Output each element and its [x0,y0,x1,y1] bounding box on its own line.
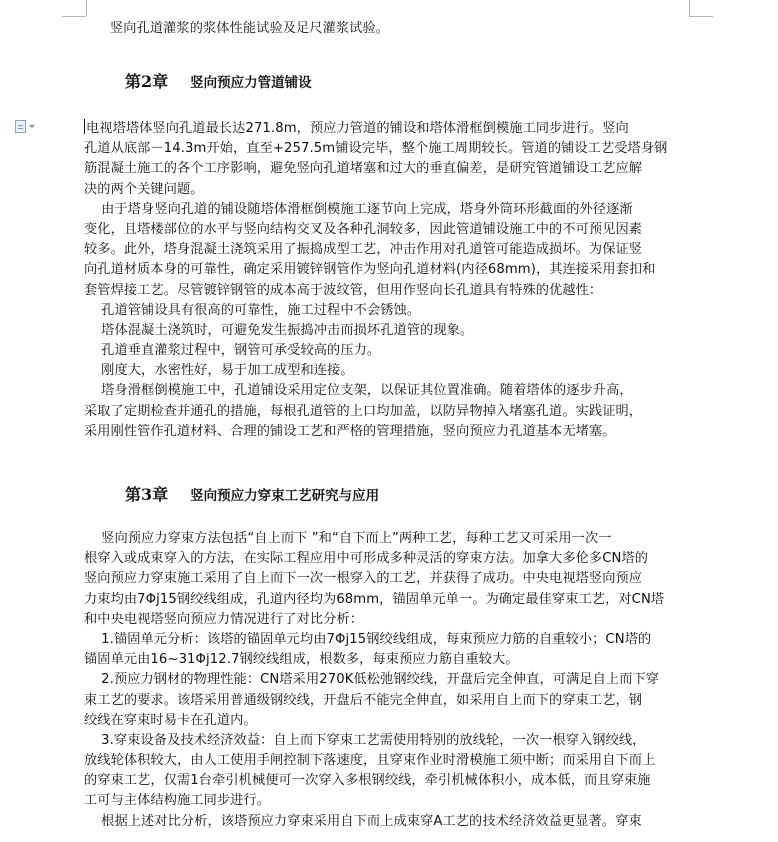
text-line: 孔道管铺设具有很高的可靠性，施工过程中不会锈蚀。 [84,302,421,318]
paragraph-options-button[interactable] [15,118,45,134]
crop-mark-top-right-horizontal [689,16,713,17]
text-line: 锚固单元由16~31Φj12.7钢绞线组成，根数多，每束预应力筋自重较大。 [84,652,519,668]
crop-mark-top-right-vertical [689,0,690,16]
text-line: 套管焊接工艺。尽管镀锌钢管的成本高于波纹管，但用作竖向长孔道具有特殊的优越性： [84,282,603,298]
text-line: 竖向孔道灌浆的浆体性能试验及足尺灌浆试验。 [110,21,390,36]
chapter-title: 竖向预应力穿束工艺研究与应用 [190,488,380,504]
chapter-number: 第3章 [125,485,169,504]
text-line: 变化，且塔楼部位的水平与竖向结构交叉及各种孔洞较多，因此管道铺设施工中的不可预见因素 [84,221,643,237]
crop-mark-top-left-vertical [86,0,87,16]
text-line: 力束均由7Φj15钢绞线组成，孔道内径均为68mm，锚固单元单一。为确定最佳穿束工艺，对CN塔 [84,591,665,607]
text-line: 孔道从底部－14.3m开始，直至+257.5m铺设完毕，整个施工周期较长。管道的铺设工艺受塔身钢 [84,141,668,157]
chevron-down-icon [29,125,35,128]
text-line [84,119,691,139]
chapter-number: 第2章 [125,72,169,91]
text-line: 竖向预应力穿束施工采用了自上而下一次一根穿入的工艺，并获得了成功。中央电视塔竖向预应 [84,571,643,587]
text-line: 束工艺的要求。该塔采用普通级钢绞线，开盘后不能完全伸直，如采用自上而下的穿束工艺，钢 [84,692,643,708]
chapter-heading-3 [125,482,379,505]
text-line: 采用刚性管作孔道材料、合理的铺设工艺和严格的管理措施，竖向预应力孔道基本无堵塞。 [84,423,616,439]
text-line: 工可与主体结构施工同步进行。 [84,793,271,809]
text-line: 孔道垂直灌浆过程中，钢管可承受较高的压力。 [84,343,381,359]
text-line-content: 电视塔塔体竖向孔道最长达271.8m，预应力管道的铺设和塔体滑框倒模施工同步进行。竖向 [86,121,629,136]
paragraph-top [84,19,691,39]
text-line: 较多。此外，塔身混凝土浇筑采用了振捣成型工艺，冲击作用对孔道管可能造成损坏。为保证竖 [84,242,643,258]
text-line: 根据上述对比分析，该塔预应力穿束采用自下而上成束穿A工艺的技术经济效益更显著。穿束 [84,813,642,829]
text-line: 刚度大，水密性好，易于加工成型和连接。 [84,363,354,379]
chapter-title: 竖向预应力管道铺设 [190,75,312,91]
text-line: 1.锚固单元分析：该塔的锚固单元均由7Φj15钢绞线组成，每束预应力筋的自重较小；CN塔的 [84,631,652,647]
text-line: 筋混凝土施工的各个工序影响，避免竖向孔道堵塞和过大的垂直偏差，是研究管道铺设工艺应解 [84,161,643,177]
text-line: 的穿束工艺，仅需1台牵引机械便可一次穿入多根钢绞线，牵引机械体积小，成本低，而且穿束施 [84,773,651,789]
text-line: 向孔道材质本身的可靠性，确定采用镀锌钢管作为竖向孔道材料(内径68mm)，其连接采用套扣和 [84,262,656,278]
crop-mark-top-left-horizontal [62,16,86,17]
text-line: 决的两个关键问题。 [84,181,204,197]
chapter-3-body [84,529,691,832]
text-line: 竖向预应力穿束方法包括“自上而下 ”和“自下而上”两种工艺，每种工艺又可采用一次一 [84,531,612,546]
text-line: 由于塔身竖向孔道的铺设随塔体滑框倒模施工逐节向上完成，塔身外筒环形截面的外径逐渐 [84,201,633,217]
text-line: 2.预应力钢材的物理性能：CN塔采用270K低松弛钢绞线，开盘后完全伸直，可满足自上而下穿 [84,672,660,688]
text-cursor [84,119,85,134]
text-line: 塔体混凝土浇筑时，可避免发生振捣冲击而损坏孔道管的现象。 [84,322,474,338]
text-line: 塔身滑框倒模施工中，孔道铺设采用定位支架，以保证其位置准确。随着塔体的逐步升高， [84,383,633,399]
chapter-2-body [84,119,691,442]
chapter-heading-2 [125,69,312,92]
document-icon [15,120,26,133]
text-line: 和中央电视塔竖向预应力情况进行了对比分析： [84,611,364,627]
text-line: 根穿入或成束穿入的方法，在实际工程应用中可形成多种灵活的穿束方法。加拿大多伦多CN塔的 [84,551,649,567]
text-line: 采取了定期检查并通孔的措施，每根孔道管的上口均加盖，以防异物掉入堵塞孔道。实践证明， [84,403,643,419]
text-line: 3.穿束设备及技术经济效益：自上而下穿束工艺需使用特别的放线轮，一次一根穿入钢绞线， [84,732,646,748]
text-line: 绞线在穿束时易卡在孔道内。 [84,712,257,728]
text-line: 放线轮体积较大，由人工使用手闸控制下落速度，且穿束作业时滑模施工须中断；而采用自下而上 [84,753,656,769]
